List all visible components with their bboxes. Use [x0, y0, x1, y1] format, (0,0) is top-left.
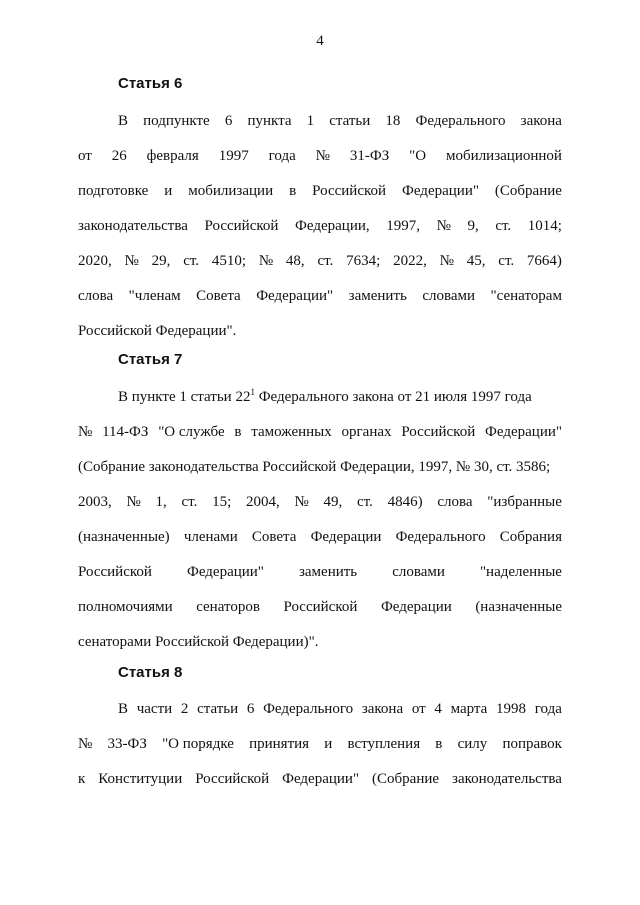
article-6-line-4	[78, 217, 562, 235]
word: 6	[224, 113, 233, 129]
word: поправок	[502, 736, 562, 752]
article-6-line-5	[78, 252, 562, 270]
word: подпункте	[143, 113, 210, 129]
word: Федерации,	[295, 218, 370, 234]
word: словами	[392, 564, 445, 580]
word: 33-ФЗ	[107, 736, 147, 752]
word: (Собрание	[372, 771, 440, 787]
word: 49,	[323, 494, 343, 510]
word: 7634;	[346, 253, 381, 269]
article-7-line-4	[78, 493, 562, 511]
word: 45,	[466, 253, 486, 269]
word: в	[289, 183, 297, 199]
word: 29,	[151, 253, 171, 269]
page-number: 4	[316, 33, 324, 49]
word: вступления	[347, 736, 421, 752]
word: и	[164, 183, 173, 199]
word: Российской	[204, 218, 279, 234]
word: Российской	[195, 771, 270, 787]
word: "членам	[128, 288, 181, 304]
word: №	[124, 253, 139, 269]
word: 18	[385, 113, 401, 129]
word: №	[126, 494, 141, 510]
word: 1998	[496, 701, 527, 717]
word: полномочиями	[78, 599, 173, 615]
word: Конституции	[98, 771, 183, 787]
word: 4510;	[211, 253, 247, 269]
word: №	[78, 424, 93, 440]
word: 26	[111, 148, 127, 164]
word: 4846)	[387, 494, 423, 510]
article-6-line-3	[78, 182, 562, 200]
word: 2022,	[393, 253, 427, 269]
word: 2004,	[246, 494, 280, 510]
word: 7664)	[526, 253, 562, 269]
word: "наделенные	[479, 564, 562, 580]
word: мобилизации	[188, 183, 274, 199]
word: сенаторов	[196, 599, 260, 615]
word: ст.	[183, 253, 200, 269]
word: года	[268, 148, 296, 164]
word: 1,	[155, 494, 167, 510]
article-6-line-1	[118, 112, 562, 130]
word: 114-ФЗ	[102, 424, 149, 440]
word: Российской	[283, 599, 358, 615]
word: Федерального	[415, 113, 506, 129]
word: "сенаторам	[490, 288, 562, 304]
article-7-line-3: (Собрание законодательства Российской Федерации, 1997, № 30, ст. 3586;	[78, 459, 551, 475]
word: в	[435, 736, 443, 752]
word: мобилизационной	[446, 148, 562, 164]
word: заменить	[298, 564, 358, 580]
article-7-line-1	[118, 388, 562, 406]
word: законодательства	[452, 771, 562, 787]
word: органах	[341, 424, 392, 440]
word: от	[78, 148, 92, 164]
article-6-title: Статья 6	[118, 75, 183, 92]
word: В	[118, 701, 129, 717]
article-7-line-6	[78, 563, 562, 581]
article-8-line-3	[78, 770, 562, 788]
word: 48,	[285, 253, 305, 269]
word: Совета	[251, 529, 297, 545]
article-8-line-2	[78, 735, 562, 753]
article-8-line-1	[118, 700, 562, 718]
article-7-line-8: сенаторами Российской Федерации)".	[78, 634, 319, 650]
article-8-title: Статья 8	[118, 664, 183, 681]
word: слова	[78, 288, 114, 304]
word: силу	[457, 736, 488, 752]
word: членами	[183, 529, 238, 545]
word: В	[118, 113, 129, 129]
word: ст.	[498, 253, 515, 269]
word: года	[534, 701, 562, 717]
word: Федерации	[380, 599, 452, 615]
article-6-line-2	[78, 147, 562, 165]
word: №	[439, 253, 454, 269]
word: февраля	[146, 148, 199, 164]
word: ст.	[495, 218, 512, 234]
word: Федерального	[395, 529, 486, 545]
word: (Собрание	[494, 183, 562, 199]
word: "О порядке	[162, 736, 234, 752]
word: "О	[409, 148, 427, 164]
word: "избранные	[487, 494, 562, 510]
word: Российской	[78, 564, 152, 580]
word: закона	[361, 701, 404, 717]
word: "О службе	[158, 424, 225, 440]
word: 2	[180, 701, 189, 717]
word: словами	[422, 288, 476, 304]
superscript: 1	[250, 387, 255, 397]
word: 31-ФЗ	[349, 148, 390, 164]
word: законодательства	[78, 218, 188, 234]
word: подготовке	[78, 183, 149, 199]
word: принятия	[249, 736, 310, 752]
word: закона	[520, 113, 562, 129]
article-7-line-5	[78, 528, 562, 546]
word: части	[136, 701, 173, 717]
word: №	[258, 253, 274, 269]
word: 1	[306, 113, 315, 129]
word: Российской	[312, 183, 387, 199]
word: №	[78, 736, 93, 752]
word: 9,	[467, 218, 479, 234]
word: слова	[437, 494, 473, 510]
word: от	[411, 701, 426, 717]
word: Федерации"	[402, 183, 479, 199]
word: 4	[434, 701, 442, 717]
word: статьи	[329, 113, 371, 129]
word: и	[324, 736, 333, 752]
word: 1997	[218, 148, 249, 164]
word: 15;	[212, 494, 232, 510]
word: к	[78, 771, 86, 787]
word: ст.	[317, 253, 334, 269]
word: №	[436, 218, 451, 234]
word: №	[315, 148, 330, 164]
word: 1014;	[527, 218, 562, 234]
word: Федерации"	[282, 771, 360, 787]
word: Федерации"	[256, 288, 334, 304]
article-6-line-7: Российской Федерации".	[78, 323, 237, 339]
word: Федерации	[310, 529, 382, 545]
word: (назначенные)	[78, 529, 170, 545]
word: заменить	[348, 288, 407, 304]
article-6-line-6	[78, 287, 562, 305]
word: Федерации"	[186, 564, 264, 580]
article-7-title: Статья 7	[118, 351, 183, 368]
article-7-line-2	[78, 423, 562, 441]
word: №	[294, 494, 309, 510]
word: 1997,	[386, 218, 420, 234]
word: Собрания	[499, 529, 562, 545]
word: Российской	[401, 424, 476, 440]
word: Федерального	[263, 701, 354, 717]
word: 2003,	[78, 494, 112, 510]
word: в	[234, 424, 242, 440]
word: пункта	[247, 113, 292, 129]
word: 6	[246, 701, 255, 717]
word: ст.	[357, 494, 373, 510]
word: Федерации"	[485, 424, 562, 440]
word: (назначенные	[475, 599, 562, 615]
article-7-line-7	[78, 598, 562, 616]
word: марта	[450, 701, 488, 717]
word: ст.	[181, 494, 198, 510]
word: Совета	[196, 288, 241, 304]
word: таможенных	[251, 424, 332, 440]
word: 2020,	[78, 253, 112, 269]
word: статьи	[197, 701, 239, 717]
article-7-line-1-text: В пункте 1 статьи $22^1$ Федерального закона от 21 июля 1997 года	[118, 387, 532, 405]
